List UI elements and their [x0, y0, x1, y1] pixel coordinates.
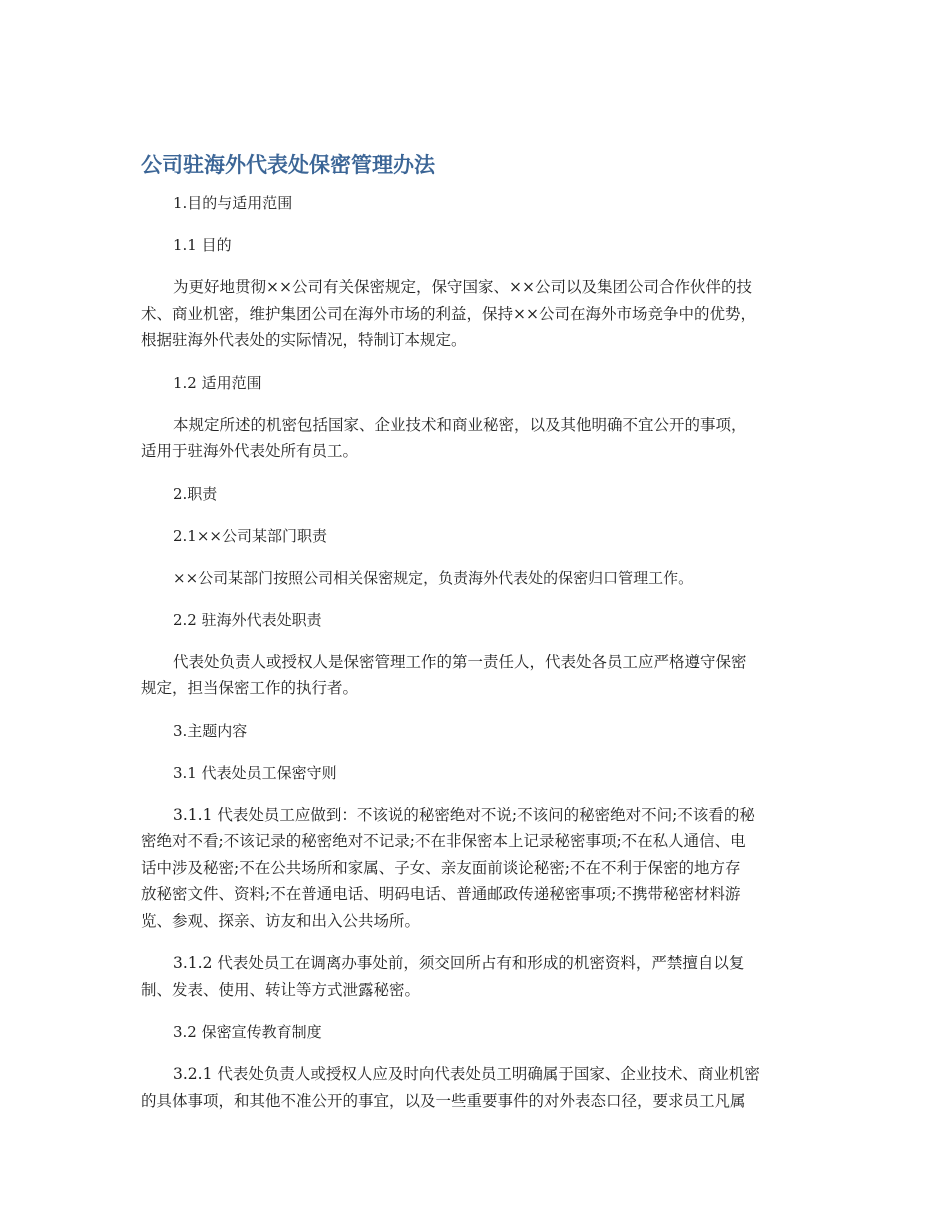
paragraph: 为更好地贯彻××公司有关保密规定，保守国家、××公司以及集团公司合作伙伴的技 术、商业机密，维护集团公司在海外市场的利益，保持××公司在海外市场竞争中的优势， 根据驻海外代表处的实际情况，特制订本规定。 — [141, 278, 756, 349]
section-heading: 3.2 保密宣传教育制度 — [173, 1023, 322, 1041]
section-heading: 1.1 目的 — [173, 236, 232, 254]
section-heading: 1.2 适用范围 — [173, 373, 262, 392]
section-heading: 2.职责 — [173, 484, 218, 503]
section-heading: 2.1××公司某部门职责 — [173, 526, 327, 545]
section-heading: 3.主题内容 — [173, 721, 248, 740]
paragraph: 本规定所述的机密包括国家、企业技术和商业秘密，以及其他明确不宜公开的事项， 适用于驻海外代表处所有员工。 — [141, 415, 747, 460]
section-heading: 3.1 代表处员工保密守则 — [173, 763, 337, 782]
section-heading: 2.2 驻海外代表处职责 — [173, 610, 322, 629]
paragraph: ××公司某部门按照公司相关保密规定，负责海外代表处的保密归口管理工作。 — [173, 568, 694, 587]
paragraph: 3.1.2 代表处员工在调离办事处前，须交回所占有和形成的机密资料，严禁擅自以复 制、发表、使用、转让等方式泄露秘密。 — [141, 954, 745, 999]
paragraph: 3.2.1 代表处负责人或授权人应及时向代表处员工明确属于国家、企业技术、商业机密 的具体事项，和其他不准公开的事宜，以及一些重要事件的对外表态口径，要求员工凡属 — [141, 1065, 760, 1110]
document-title: 公司驻海外代表处保密管理办法 — [141, 153, 435, 177]
paragraph: 代表处负责人或授权人是保密管理工作的第一责任人，代表处各员工应严格遵守保密 规定，担当保密工作的执行者。 — [141, 652, 747, 697]
document-page — [141, 150, 809, 1130]
section-heading: 1.目的与适用范围 — [173, 194, 293, 212]
paragraph: 3.1.1 代表处员工应做到：不该说的秘密绝对不说;不该问的秘密绝对不问;不该看的秘 密绝对不看;不该记录的秘密绝对不记录;不在非保密本上记录秘密事项;不在私人通信、电 话中涉及秘密;不在公共场所和家属、子女、亲友面前谈论秘密;不在不利于保密的地方存 放秘密文件、资料;不在普通电话、明码电话、普通邮政传递秘密事项;不携带秘密材料游 览、参观、探亲、访友和出入公共场所。 — [141, 805, 755, 930]
